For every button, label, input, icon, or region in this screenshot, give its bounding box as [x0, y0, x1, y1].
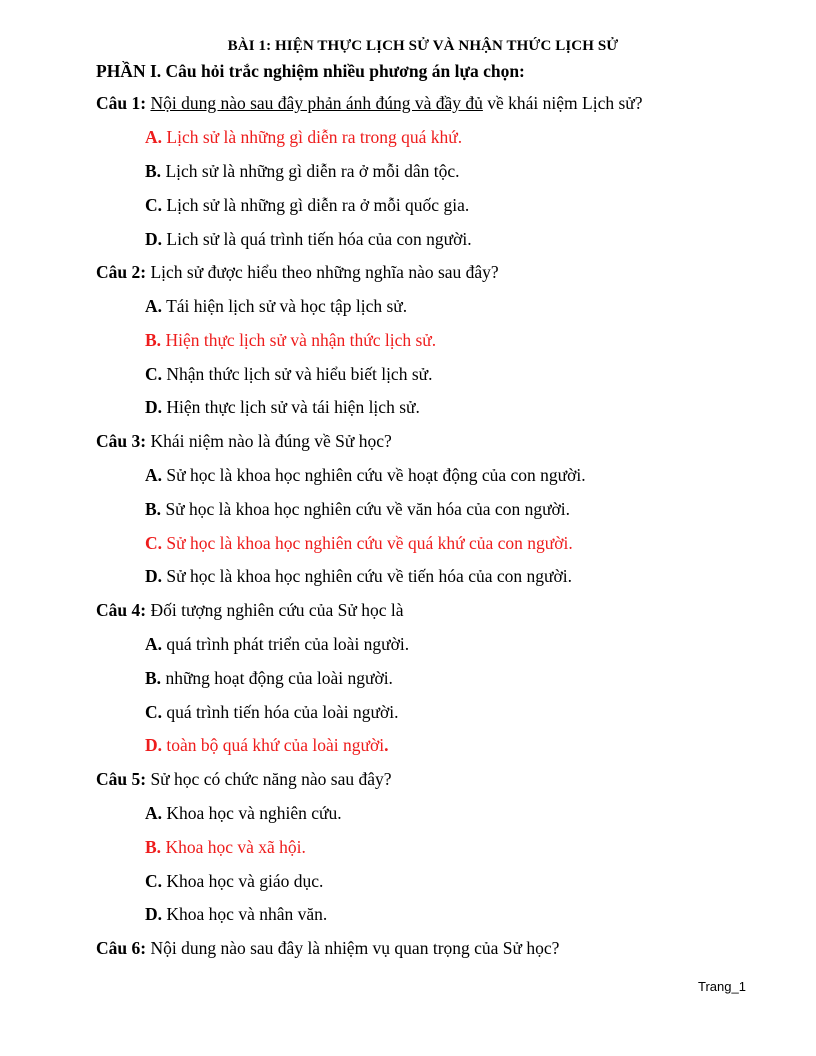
option-text: Lich sử là quá trình tiến hóa của con người. [162, 229, 472, 249]
question-label: Câu 6: [96, 938, 147, 958]
question-text: Sử học có chức năng nào sau đây? [146, 769, 392, 789]
question-label: Câu 1: [96, 93, 147, 113]
option-b [145, 330, 436, 351]
option-text: toàn bộ quá khứ của loài người [162, 735, 385, 755]
option-letter: B. [145, 837, 162, 857]
option-letter: C. [145, 195, 163, 215]
option-letter: A. [145, 634, 163, 654]
question-6 [96, 938, 559, 959]
option-text: Hiện thực lịch sử và nhận thức lịch sử. [161, 330, 437, 350]
option-letter: B. [145, 668, 162, 688]
option-text: Khoa học và nhân văn. [162, 904, 328, 924]
question-text: về khái niệm Lịch sử? [482, 93, 643, 113]
question-label: Câu 3: [96, 431, 147, 451]
section-heading: PHẦN I. Câu hỏi trắc nghiệm nhiều phương án lựa chọn: [96, 61, 525, 81]
option-letter: C. [145, 364, 163, 384]
option-text: quá trình tiến hóa của loài người. [162, 702, 399, 722]
option-letter: D. [145, 229, 163, 249]
question-text: Đối tượng nghiên cứu của Sử học là [146, 600, 404, 620]
option-letter: C. [145, 533, 163, 553]
option-a [145, 127, 462, 148]
question-3 [96, 431, 392, 452]
question-2 [96, 262, 499, 283]
option-c [145, 195, 469, 216]
option-text: Lịch sử là những gì diễn ra ở mỗi quốc gia. [162, 195, 470, 215]
option-text: Sử học là khoa học nghiên cứu về quá khứ của con người. [162, 533, 573, 553]
question-text: Lịch sử được hiểu theo những nghĩa nào sau đây? [146, 262, 499, 282]
option-letter: D. [145, 904, 163, 924]
option-letter: B. [145, 499, 162, 519]
option-a [145, 296, 407, 317]
option-text: Sử học là khoa học nghiên cứu về văn hóa của con người. [161, 499, 571, 519]
question-text: Khái niệm nào là đúng về Sử học? [146, 431, 392, 451]
option-letter: D. [145, 735, 163, 755]
question-label: Câu 5: [96, 769, 147, 789]
option-letter: A. [145, 127, 163, 147]
option-a [145, 803, 342, 824]
option-letter: B. [145, 330, 162, 350]
option-a [145, 634, 409, 655]
option-b [145, 837, 306, 858]
question-text-underlined: Nội dung nào sau đây phản ánh đúng và đầy đủ [150, 93, 483, 113]
option-text: Khoa học và nghiên cứu. [162, 803, 342, 823]
option-c [145, 702, 398, 723]
option-letter: D. [145, 397, 163, 417]
option-letter: A. [145, 465, 163, 485]
option-b [145, 668, 393, 689]
option-text: Lịch sử là những gì diễn ra trong quá khứ. [162, 127, 463, 147]
option-letter: A. [145, 296, 163, 316]
option-text: Khoa học và xã hội. [161, 837, 306, 857]
option-d [145, 229, 472, 250]
question-label: Câu 4: [96, 600, 147, 620]
option-letter: B. [145, 161, 162, 181]
option-text: những hoạt động của loài người. [161, 668, 393, 688]
option-text: Khoa học và giáo dục. [162, 871, 324, 891]
option-c [145, 364, 433, 385]
option-c [145, 871, 323, 892]
option-letter: C. [145, 702, 163, 722]
document-title: BÀI 1: HIỆN THỰC LỊCH SỬ VÀ NHẬN THỨC LỊCH SỬ [227, 38, 619, 54]
option-a [145, 465, 586, 486]
option-d [145, 735, 389, 756]
question-1 [96, 93, 643, 114]
option-letter: C. [145, 871, 163, 891]
option-text: Tái hiện lịch sử và học tập lịch sử. [162, 296, 408, 316]
option-b [145, 161, 460, 182]
option-letter: D. [145, 566, 163, 586]
question-label: Câu 2: [96, 262, 147, 282]
option-letter: A. [145, 803, 163, 823]
option-text: Sử học là khoa học nghiên cứu về tiến hóa của con người. [162, 566, 572, 586]
option-end-mark: . [384, 735, 389, 755]
option-d [145, 397, 420, 418]
option-c [145, 533, 573, 554]
option-d [145, 566, 572, 587]
question-4 [96, 600, 403, 621]
option-text: Sử học là khoa học nghiên cứu về hoạt động của con người. [162, 465, 586, 485]
option-text: Hiện thực lịch sử và tái hiện lịch sử. [162, 397, 420, 417]
option-text: Nhận thức lịch sử và hiểu biết lịch sử. [162, 364, 433, 384]
option-d [145, 904, 327, 925]
page-number: Trang_1 [698, 979, 746, 994]
option-text: quá trình phát triển của loài người. [162, 634, 410, 654]
option-text: Lịch sử là những gì diễn ra ở mỗi dân tộc. [161, 161, 460, 181]
question-text: Nội dung nào sau đây là nhiệm vụ quan trọng của Sử học? [146, 938, 560, 958]
question-5 [96, 769, 392, 790]
option-b [145, 499, 570, 520]
